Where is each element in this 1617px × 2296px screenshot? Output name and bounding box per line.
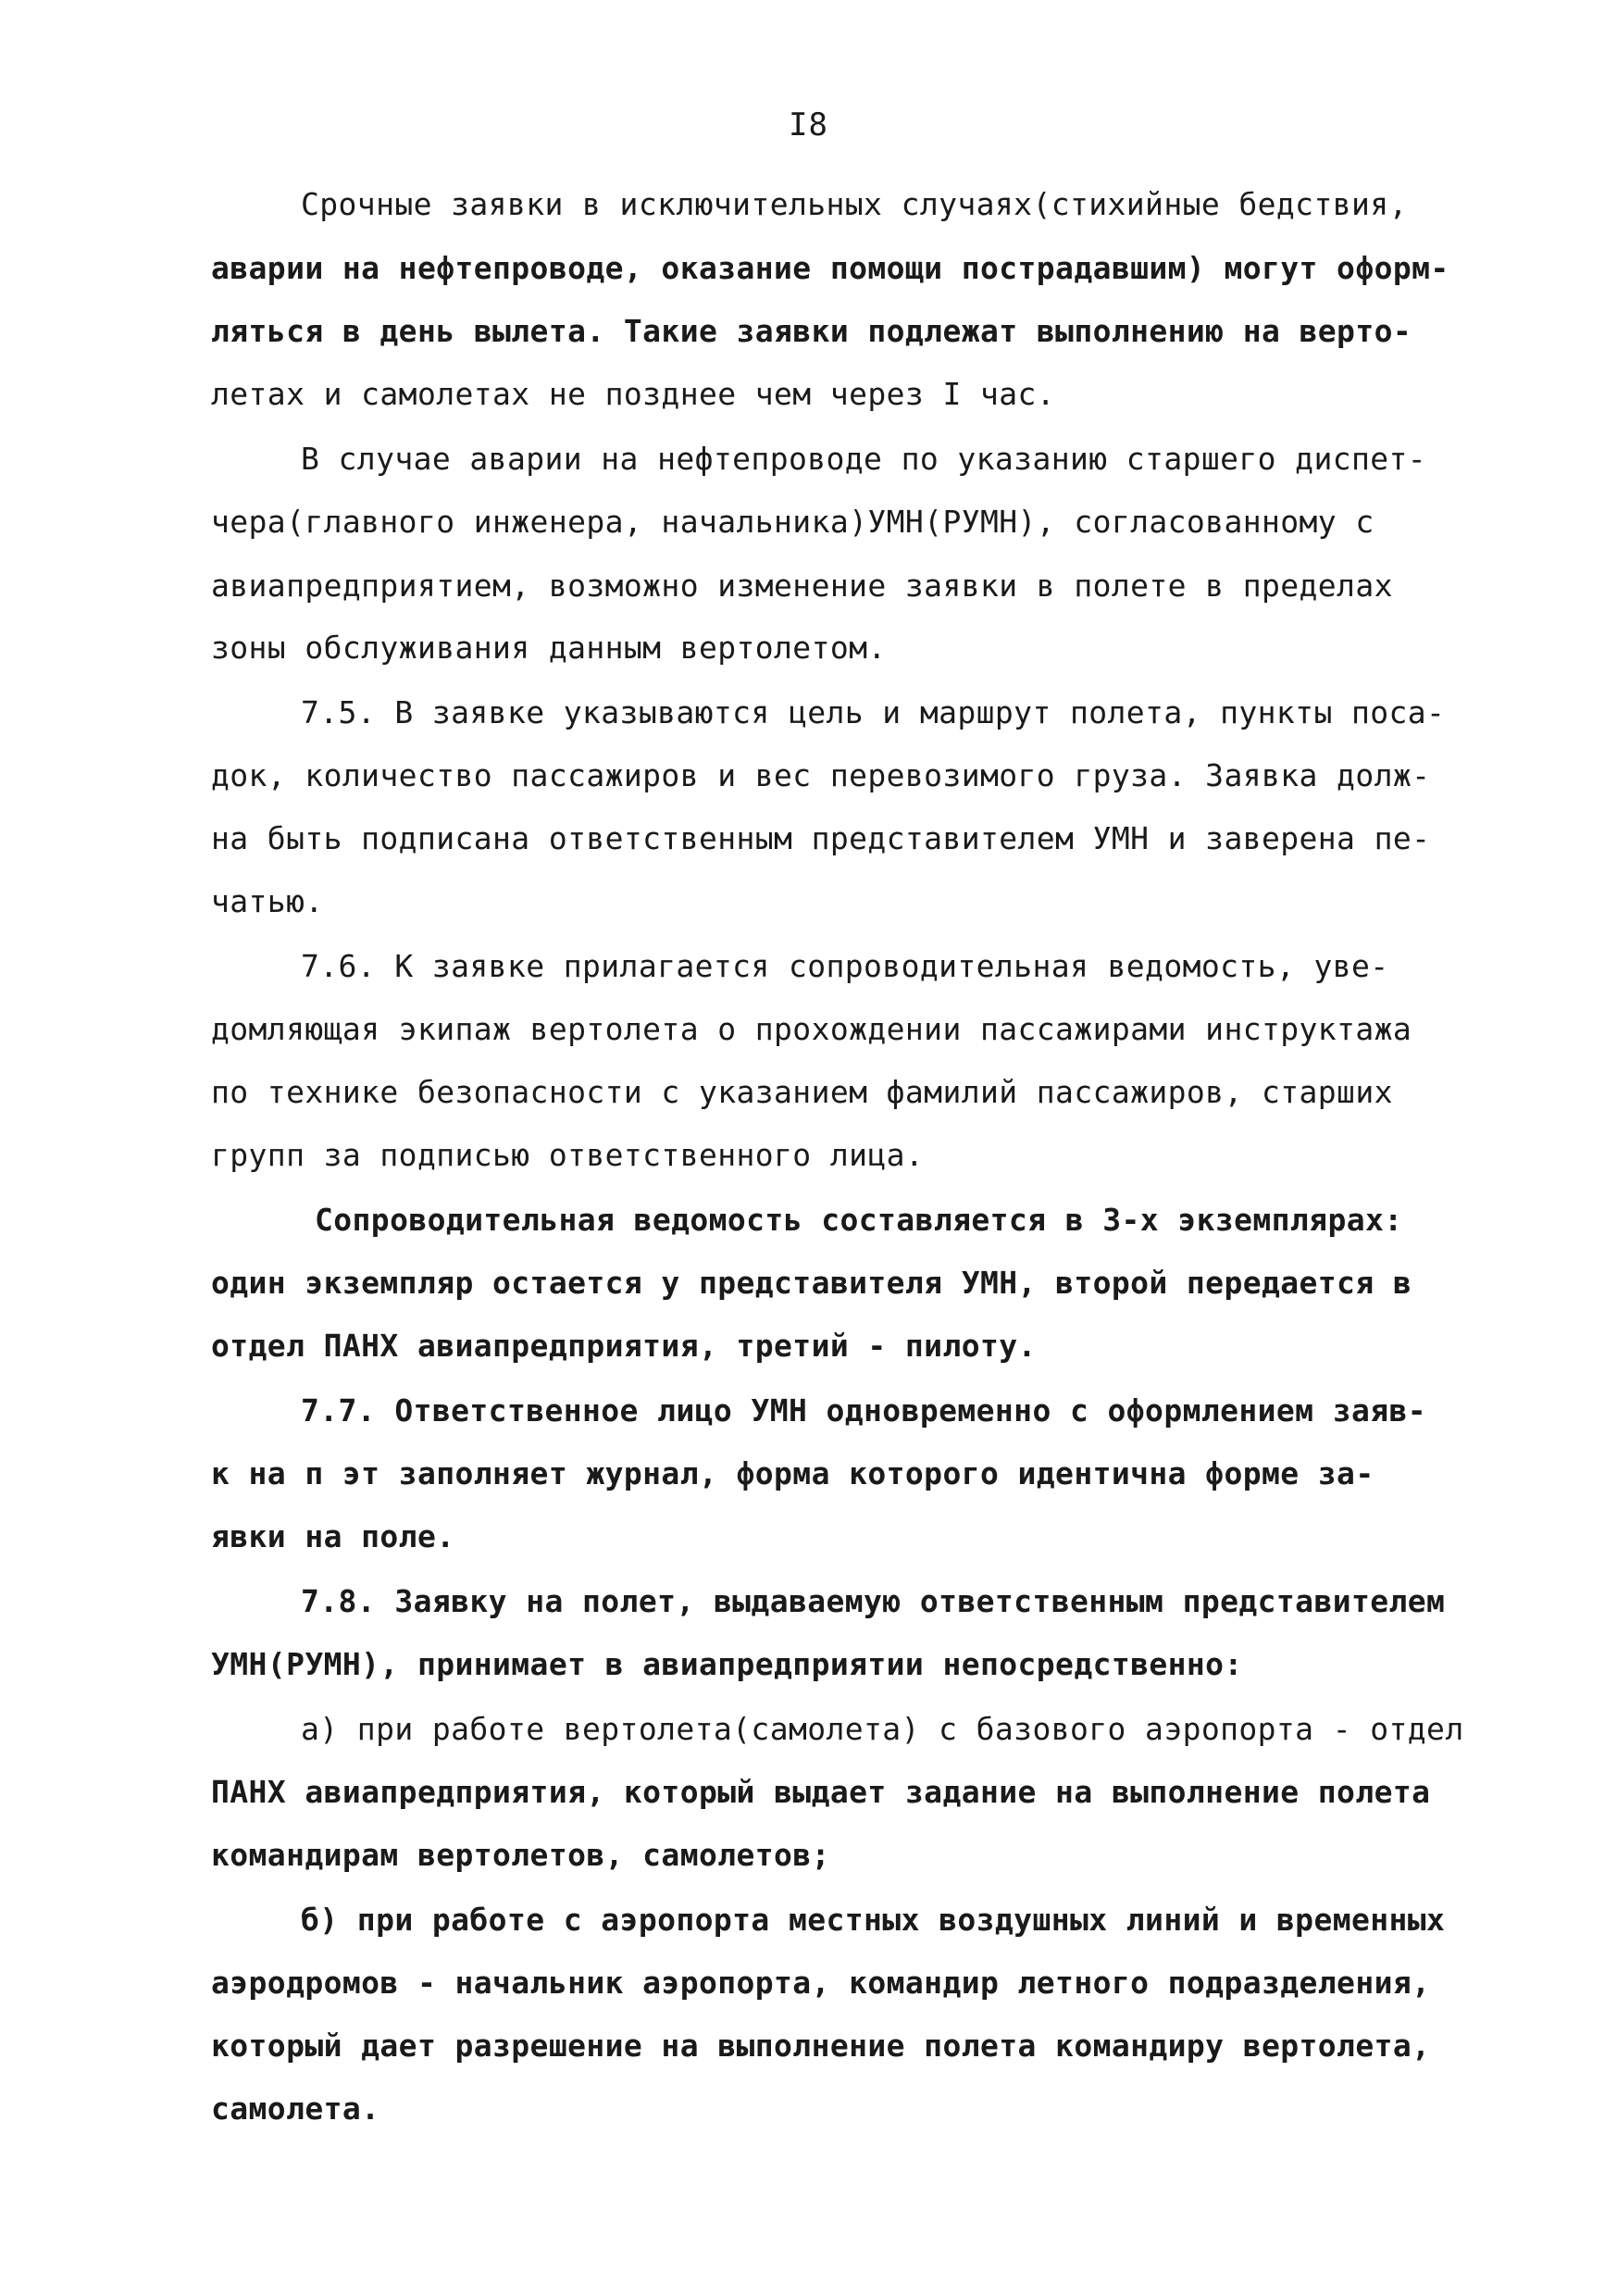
text-line: аэродромов - начальник аэропорта, командир летного подразделения, xyxy=(211,1965,1431,2001)
text-line: аварии на нефтепроводе, оказание помощи пострадавшим) могут оформ- xyxy=(211,250,1449,286)
text-line: командирам вертолетов, самолетов; xyxy=(211,1837,830,1873)
page-number: I8 xyxy=(789,106,828,144)
text-line: отдел ПАНХ авиапредприятия, третий - пилоту. xyxy=(211,1328,1037,1364)
text-line: Срочные заявки в исключительных случаях(стихийные бедствия, xyxy=(301,186,1408,222)
text-line: а) при работе вертолета(самолета) с базового аэропорта - отдел xyxy=(301,1711,1464,1747)
text-line: к на п эт заполняет журнал, форма которого идентична форме за- xyxy=(211,1455,1374,1491)
text-line: по технике безопасности с указанием фамилий пассажиров, старших xyxy=(211,1074,1393,1110)
text-line: В случае аварии на нефтепроводе по указанию старшего диспет- xyxy=(301,441,1427,477)
text-line: док, количество пассажиров и вес перевозимого груза. Заявка долж- xyxy=(211,757,1431,793)
text-line: самолета. xyxy=(211,2090,380,2127)
text-line: 7.5. В заявке указываются цель и маршрут полета, пункты поса- xyxy=(301,694,1446,730)
text-line: ляться в день вылета. Такие заявки подлежат выполнению на верто- xyxy=(211,313,1412,349)
text-line: один экземпляр остается у представителя УМН, второй передается в xyxy=(211,1265,1412,1301)
text-line: Сопроводительная ведомость составляется в 3-х экземплярах: xyxy=(315,1202,1403,1238)
text-line: чатью. xyxy=(211,883,324,919)
text-line: 7.8. Заявку на полет, выдаваемую ответственным представителем xyxy=(301,1583,1446,1619)
text-line: авиапредприятием, возможно изменение заявки в полете в пределах xyxy=(211,568,1393,604)
text-line: групп за подписью ответственного лица. xyxy=(211,1137,925,1173)
text-line: летах и самолетах не позднее чем через I час. xyxy=(211,376,1056,412)
text-line: который дает разрешение на выполнение полета командиру вертолета, xyxy=(211,2028,1431,2064)
text-line: 7.6. К заявке прилагается сопроводительная ведомость, уве- xyxy=(301,948,1389,984)
text-line: зоны обслуживания данным вертолетом. xyxy=(211,630,887,666)
text-line: 7.7. Ответственное лицо УМН одновременно с оформлением заяв- xyxy=(301,1392,1427,1429)
text-line: домляющая экипаж вертолета о прохождении пассажирами инструктажа xyxy=(211,1011,1412,1047)
text-line: чера(главного инженера, начальника)УМН(РУМН), согласованному с xyxy=(211,504,1374,540)
text-line: УМН(РУМН), принимает в авиапредприятии непосредственно: xyxy=(211,1646,1243,1682)
text-line: на быть подписана ответственным представителем УМН и заверена пе- xyxy=(211,820,1431,856)
text-line: явки на поле. xyxy=(211,1518,455,1554)
text-line: б) при работе с аэропорта местных воздушных линий и временных xyxy=(301,1902,1446,1938)
text-line: ПАНХ авиапредприятия, который выдает задание на выполнение полета xyxy=(211,1774,1431,1810)
